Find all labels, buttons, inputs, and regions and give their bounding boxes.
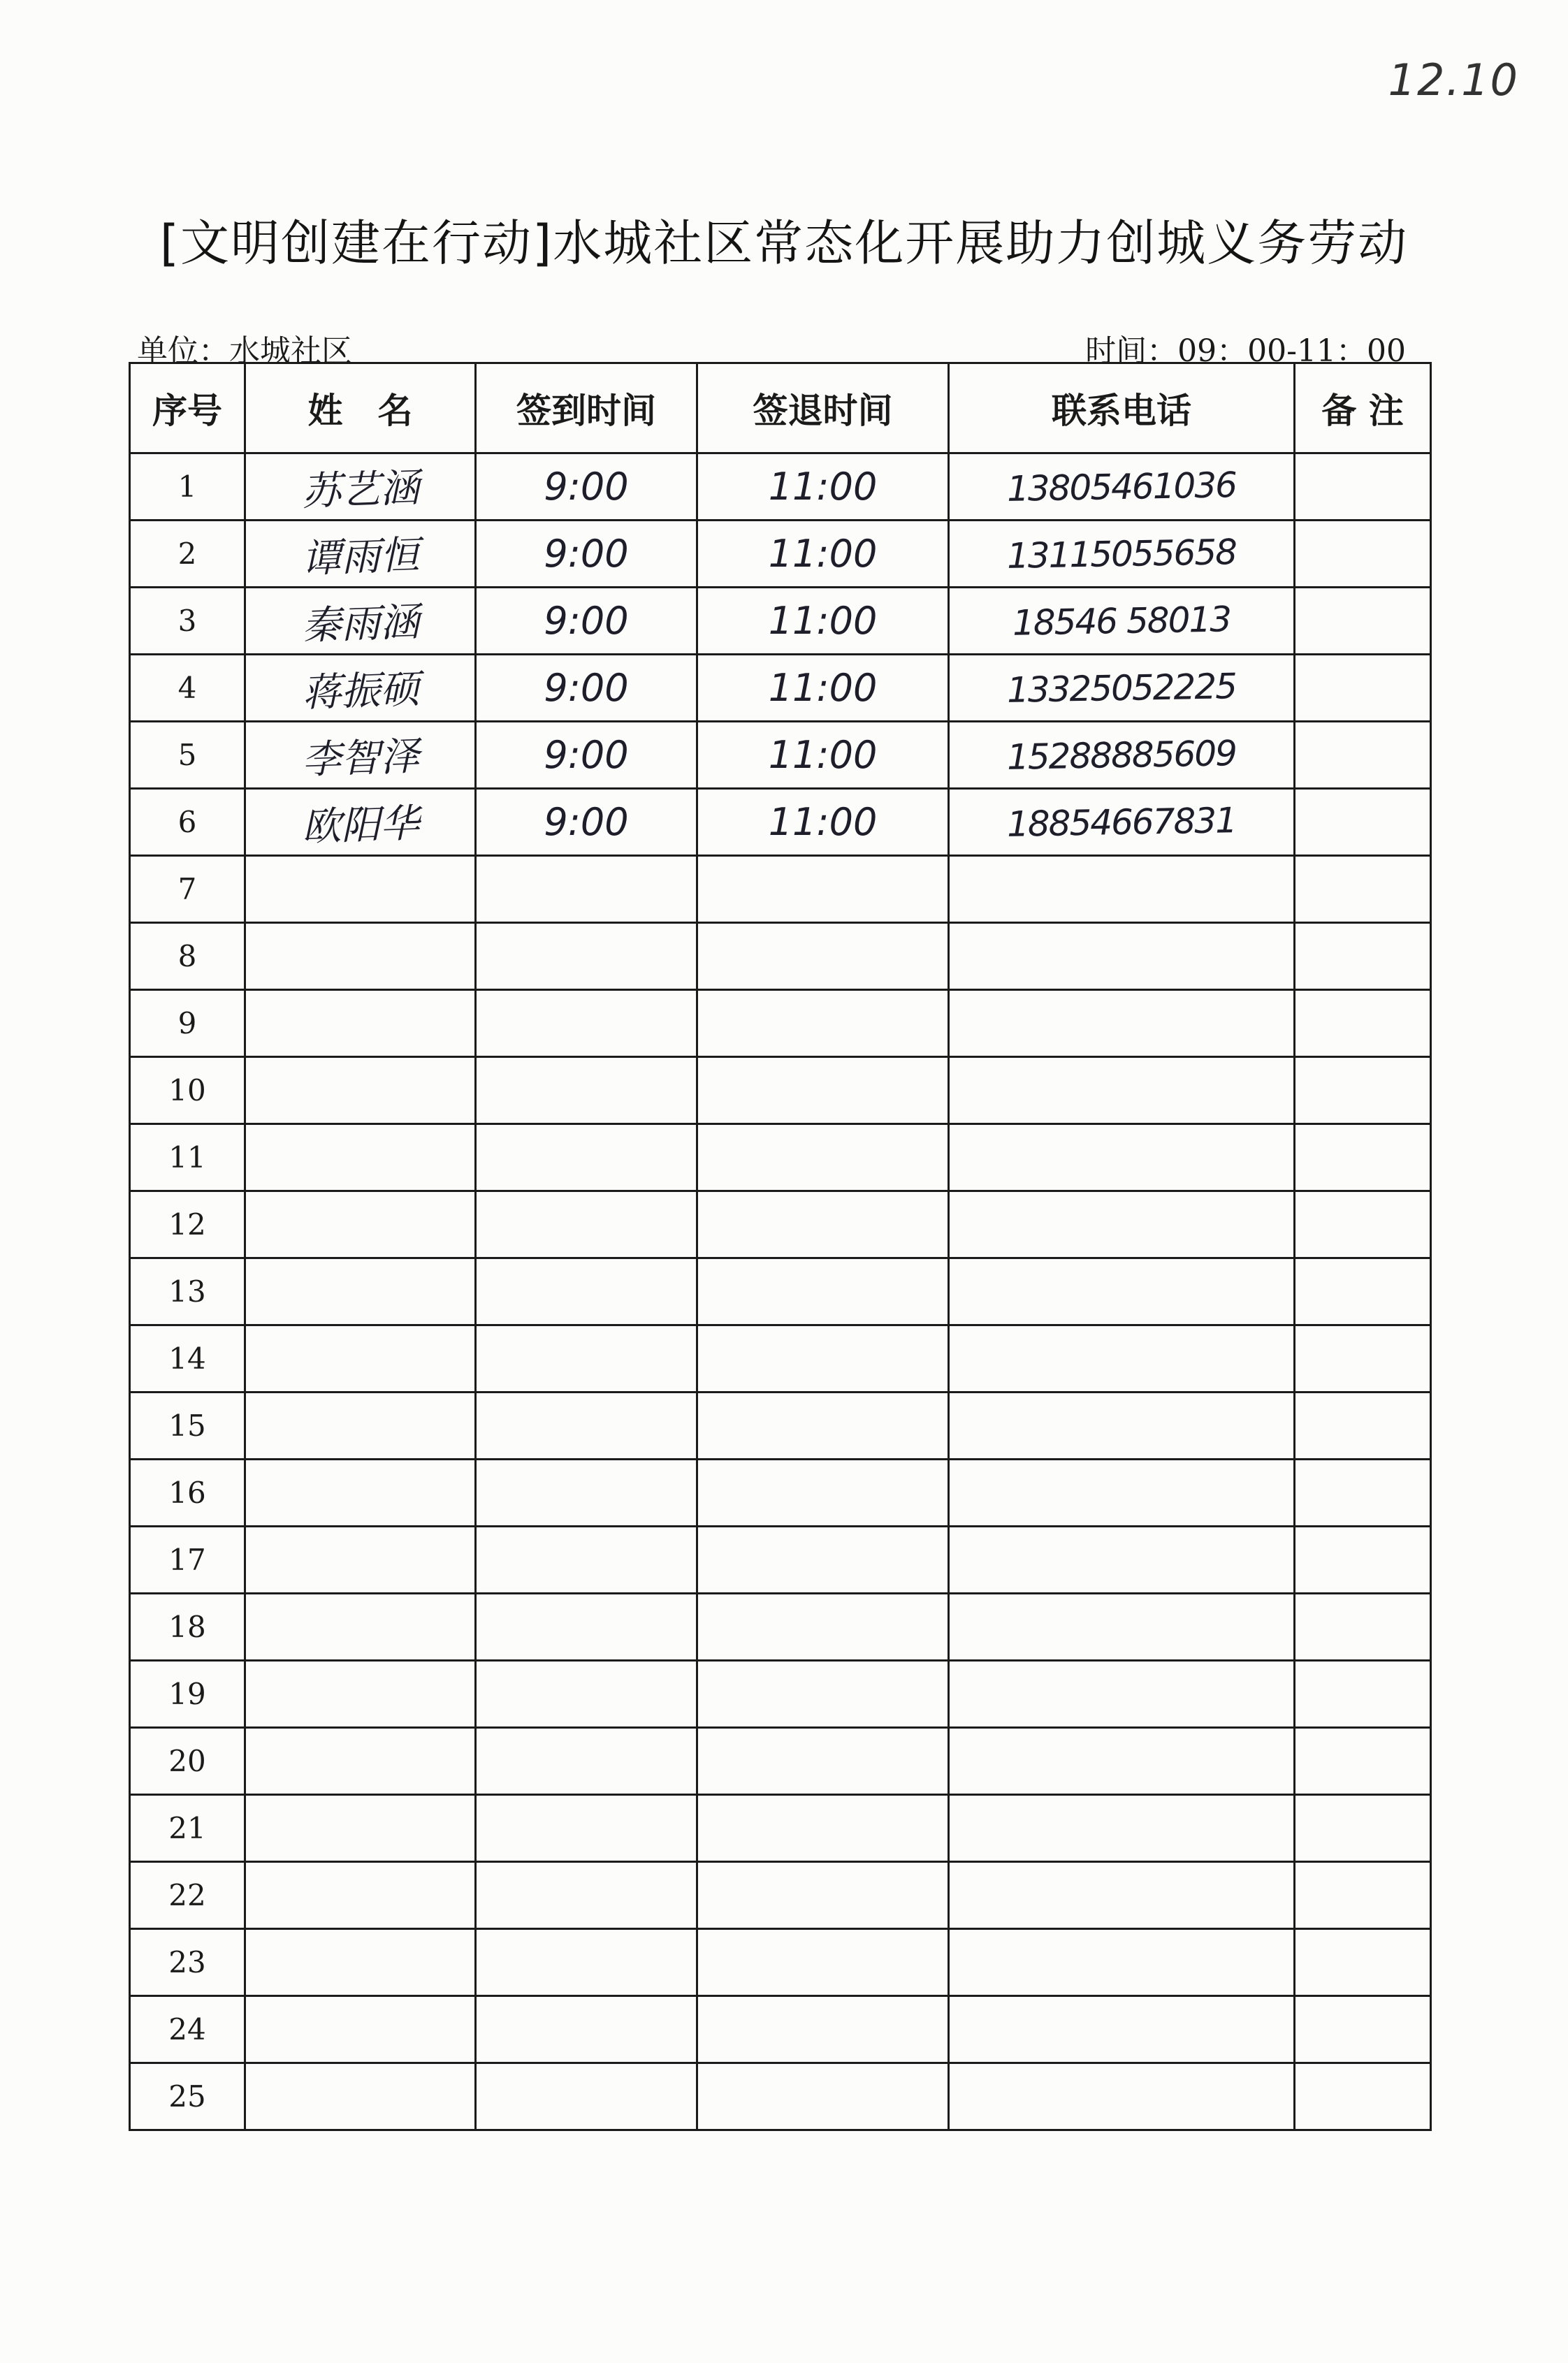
row-number: 12 [130,1191,245,1258]
phone-number [949,1393,1295,1460]
table-row [130,1594,1431,1661]
phone-number [949,990,1295,1057]
header-note: 备 注 [1295,363,1431,453]
row-number: 4 [130,655,245,722]
row-number: 22 [130,1862,245,1929]
sign-in-time [476,1460,697,1527]
note-cell [1295,453,1431,521]
table-row [130,521,1431,588]
sign-in-time [476,1929,697,1996]
row-number: 1 [130,453,245,521]
note-cell [1295,1996,1431,2063]
phone-number [949,2063,1295,2130]
sign-out-time [697,1393,949,1460]
phone-number-text: 18546 58013 [1012,598,1231,644]
phone-number [949,1527,1295,1594]
table-row [130,1057,1431,1124]
sign-in-time [476,1057,697,1124]
time-label: 时间：09：00-11：00 [1085,333,1406,369]
phone-number [949,588,1295,655]
note-cell [1295,1393,1431,1460]
signer-name [245,990,476,1057]
row-number: 6 [130,789,245,856]
sign-out-time [697,521,949,588]
row-number: 15 [130,1393,245,1460]
phone-number [949,1929,1295,1996]
sign-in-time [476,990,697,1057]
note-cell [1295,1191,1431,1258]
row-number: 21 [130,1795,245,1862]
sign-out-time-text: 11:00 [768,733,878,777]
sign-in-time [476,1996,697,2063]
sign-in-time [476,1795,697,1862]
sign-out-time [697,789,949,856]
sign-out-time [697,453,949,521]
table-row [130,1460,1431,1527]
table-row [130,588,1431,655]
signer-name [245,1661,476,1728]
sign-out-time [697,1661,949,1728]
signer-name [245,655,476,722]
sign-out-time [697,856,949,923]
table-row [130,1191,1431,1258]
sign-in-time [476,1325,697,1393]
sign-out-time [697,1929,949,1996]
signer-name [245,923,476,990]
sign-in-time-text: 9:00 [544,666,629,710]
phone-number-text: 13115055658 [1006,531,1237,576]
note-cell [1295,1862,1431,1929]
table-row [130,1929,1431,1996]
sign-out-time [697,1325,949,1393]
signer-name [245,1460,476,1527]
sign-out-time [697,1124,949,1191]
phone-number-text: 13325052225 [1006,665,1237,711]
sign-in-time [476,1661,697,1728]
sign-out-time [697,1258,949,1325]
sign-out-time-text: 11:00 [768,666,878,710]
table-row [130,856,1431,923]
table-row [130,1258,1431,1325]
phone-number [949,1795,1295,1862]
note-cell [1295,655,1431,722]
table-row [130,1795,1431,1862]
phone-number [949,1124,1295,1191]
note-cell [1295,1325,1431,1393]
note-cell [1295,1057,1431,1124]
row-number: 3 [130,588,245,655]
phone-number [949,789,1295,856]
signer-name [245,1862,476,1929]
header-name: 姓 名 [245,363,476,453]
sign-out-time [697,990,949,1057]
signer-name [245,521,476,588]
phone-number [949,1460,1295,1527]
sign-out-time [697,1728,949,1795]
signer-name [245,1393,476,1460]
phone-number [949,1728,1295,1795]
signer-name [245,2063,476,2130]
sign-in-time-text: 9:00 [544,733,629,777]
signer-name [245,789,476,856]
signer-name-text: 秦雨涵 [300,599,420,649]
signer-name [245,1258,476,1325]
note-cell [1295,990,1431,1057]
sign-out-time [697,923,949,990]
signer-name [245,588,476,655]
sign-out-time-text: 11:00 [768,599,878,643]
phone-number [949,1191,1295,1258]
sign-out-time [697,1996,949,2063]
sign-out-time-text: 11:00 [768,532,878,576]
signer-name [245,1057,476,1124]
table-row [130,453,1431,521]
signer-name-text: 蒋振硕 [300,666,420,716]
note-cell [1295,923,1431,990]
header-number: 序号 [130,363,245,453]
sign-in-time [476,1393,697,1460]
row-number: 24 [130,1996,245,2063]
phone-number [949,453,1295,521]
note-cell [1295,1124,1431,1191]
sign-in-time [476,1258,697,1325]
note-cell [1295,1661,1431,1728]
row-number: 8 [130,923,245,990]
phone-number [949,1057,1295,1124]
table-row [130,1728,1431,1795]
signer-name [245,722,476,789]
sign-in-time-text: 9:00 [544,532,629,576]
sign-out-time [697,1795,949,1862]
row-number: 10 [130,1057,245,1124]
note-cell [1295,588,1431,655]
row-number: 18 [130,1594,245,1661]
table-row [130,1996,1431,2063]
document-title: [文明创建在行动]水城社区常态化开展助力创城义务劳动 [159,215,1409,272]
signer-name [245,1728,476,1795]
signer-name [245,1795,476,1862]
sign-out-time [697,1460,949,1527]
sign-in-time [476,1862,697,1929]
sign-in-time [476,789,697,856]
signer-name [245,1594,476,1661]
sign-in-time-text: 9:00 [544,800,629,844]
sign-in-time-text: 9:00 [544,599,629,643]
sign-in-time [476,722,697,789]
sign-in-time [476,1594,697,1661]
sign-in-time [476,453,697,521]
note-cell [1295,789,1431,856]
signer-name-text: 欧阳华 [300,800,420,850]
sign-in-time [476,521,697,588]
note-cell [1295,1527,1431,1594]
sign-in-time [476,1527,697,1594]
sign-out-time [697,1594,949,1661]
sign-out-time [697,1862,949,1929]
note-cell [1295,1460,1431,1527]
sign-out-time [697,1057,949,1124]
sign-in-time [476,1728,697,1795]
phone-number [949,521,1295,588]
signer-name [245,1996,476,2063]
note-cell [1295,1795,1431,1862]
phone-number [949,1661,1295,1728]
signer-name [245,1325,476,1393]
signer-name [245,1527,476,1594]
table-row [130,1124,1431,1191]
sign-in-time [476,1191,697,1258]
table-row [130,1393,1431,1460]
table-row [130,1862,1431,1929]
sign-out-time [697,722,949,789]
phone-number [949,856,1295,923]
table-row [130,1325,1431,1393]
row-number: 20 [130,1728,245,1795]
sign-in-time [476,856,697,923]
note-cell [1295,1594,1431,1661]
row-number: 11 [130,1124,245,1191]
note-cell [1295,1728,1431,1795]
signer-name-text: 李智泽 [300,733,420,783]
signer-name [245,1191,476,1258]
row-number: 19 [130,1661,245,1728]
row-number: 25 [130,2063,245,2130]
note-cell [1295,2063,1431,2130]
phone-number [949,923,1295,990]
sign-out-time-text: 11:00 [768,800,878,844]
phone-number-text: 18854667831 [1006,799,1237,845]
note-cell [1295,856,1431,923]
sign-out-time [697,1191,949,1258]
note-cell [1295,521,1431,588]
phone-number-text: 13805461036 [1006,464,1237,509]
phone-number [949,1594,1295,1661]
phone-number [949,1325,1295,1393]
row-number: 23 [130,1929,245,1996]
note-cell [1295,1258,1431,1325]
signer-name [245,856,476,923]
signer-name [245,453,476,521]
sign-out-time [697,588,949,655]
table-row [130,2063,1431,2130]
phone-number-text: 15288885609 [1006,732,1237,778]
row-number: 2 [130,521,245,588]
sign-out-time-text: 11:00 [768,465,878,509]
handwritten-date-note: 12.10 [1388,54,1519,106]
note-cell [1295,722,1431,789]
sign-in-time [476,923,697,990]
unit-label: 单位：水城社区 [137,333,352,369]
sign-out-time [697,1527,949,1594]
row-number: 17 [130,1527,245,1594]
row-number: 9 [130,990,245,1057]
phone-number [949,1996,1295,2063]
phone-number [949,722,1295,789]
sign-in-time [476,2063,697,2130]
table-header-row [130,363,1431,453]
sign-in-table [129,362,1432,2131]
signer-name-text: 谭雨恒 [300,532,420,582]
header-sign-in-time: 签到时间 [476,363,697,453]
table-row [130,923,1431,990]
table-row [130,655,1431,722]
signer-name [245,1124,476,1191]
sign-out-time [697,655,949,722]
sign-in-time [476,588,697,655]
header-phone: 联系电话 [949,363,1295,453]
phone-number [949,655,1295,722]
sign-in-time [476,655,697,722]
table-row [130,789,1431,856]
row-number: 16 [130,1460,245,1527]
signer-name-text: 苏艺涵 [300,465,420,515]
table-row [130,1527,1431,1594]
phone-number [949,1862,1295,1929]
sign-in-time-text: 9:00 [544,465,629,509]
sign-in-time [476,1124,697,1191]
table-row [130,990,1431,1057]
row-number: 5 [130,722,245,789]
sign-out-time [697,2063,949,2130]
row-number: 14 [130,1325,245,1393]
phone-number [949,1258,1295,1325]
table-row [130,1661,1431,1728]
row-number: 13 [130,1258,245,1325]
table-row [130,722,1431,789]
row-number: 7 [130,856,245,923]
header-sign-out-time: 签退时间 [697,363,949,453]
note-cell [1295,1929,1431,1996]
signer-name [245,1929,476,1996]
